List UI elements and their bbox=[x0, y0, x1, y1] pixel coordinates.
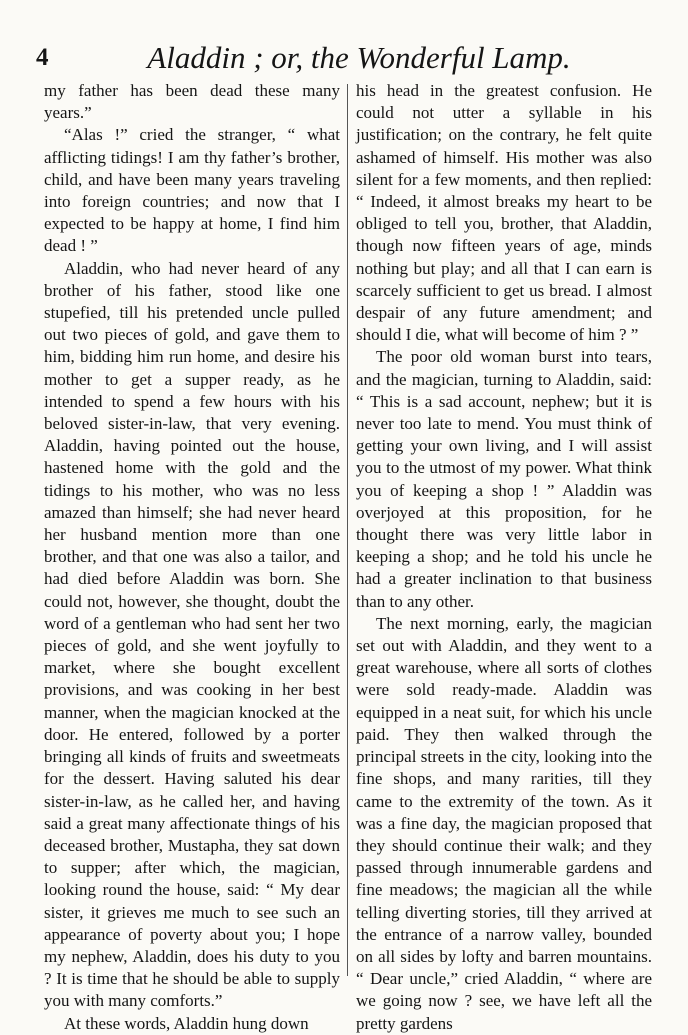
page-header bbox=[0, 40, 688, 84]
paragraph: At these words, Aladdin hung down bbox=[64, 1013, 309, 1033]
paragraph: The next morning, early, the magician set out with Aladdin, and they went to a great warehouse, where all sorts of clothes were sold ready-made. Aladdin was equipped in a neat suit, for which his uncle paid. They then walked through the principal streets in the city, looking into the fine shops, and many rarities, till they came to the extremity of the town. As it was a fine day, the magician proposed that they should continue their walk; and they passed through innumerable gardens and fine meadows; the magician all the while telling diverting stories, till they arrived at the entrance of a narrow valley, bounded on all sides by lofty and barren mountains. “ Dear uncle,” cried Aladdin, “ where are we going now ? see, we have left all the pretty gardens bbox=[356, 613, 652, 1033]
paragraph: Aladdin, who had never heard of any brother of his father, stood like one stupefied, till his pretended uncle pulled out two pieces of gold, and gave them to him, bidding him run home, and desire his mother to get a supper ready, as he intended to spend a few hours with his beloved sister-in-law, that very evening. Aladdin, having pointed out the house, hastened home with the gold and the tidings to his mother, who was no less amazed than himself; she had never heard her husband mention more than one brother, and that one was also a tailor, and had died before Aladdin was born. She could not, however, she thought, doubt the word of a gentleman who had sent her two pieces of gold, and she went joyfully to market, where she bought excellent provisions, and was cooking in her best manner, when the magician knocked at the door. He entered, followed by a porter bringing all kinds of fruits and sweetmeats for the dessert. Having saluted his dear sister-in-law, as he called her, and having said a great many affectionate things of his deceased brother, Mustapha, they sat down to supper; after which, the magician, looking round the house, said: “ My dear sister, it grieves me much to see such an appearance of poverty about you; I hope my nephew, Aladdin, does his duty to you ? It is time that he should be able to supply you with many comforts.” bbox=[44, 258, 340, 1011]
page-number: 4 bbox=[36, 44, 49, 71]
paragraph: my father has been dead these many years.” bbox=[44, 81, 340, 123]
right-column bbox=[356, 80, 652, 1035]
column-divider bbox=[347, 84, 348, 976]
running-title: Aladdin ; or, the Wonderful Lamp. bbox=[147, 40, 571, 75]
left-column bbox=[44, 80, 340, 1035]
paragraph: The poor old woman burst into tears, and the magician, turning to Aladdin, said: “ This is a sad account, nephew; but it is never too late to mend. You must think of getting your own living, and I will assist you to the utmost of my power. What think you of keeping a shop ! ” Aladdin was overjoyed at this proposition, for he thought there was very little labor in keeping a shop; and he told his uncle he had a greater inclination to that business than to any other. bbox=[356, 347, 652, 611]
paragraph: his head in the greatest confusion. He could not utter a syllable in his justification; on the contrary, he felt quite ashamed of himself. His mother was also silent for a few moments, and then replied: “ Indeed, it almost breaks my heart to be obliged to tell you, brother, that Aladdin, though now fifteen years of age, minds nothing but play; and all that I can earn is scarcely sufficient to get us bread. I almost despair of any future amendment; and should I die, what will become of him ? ” bbox=[356, 81, 652, 345]
paragraph: “Alas !” cried the stranger, “ what afflicting tidings! I am thy father’s brother, child, and have been many years traveling into foreign countries; and now that I expected to be happy at home, I find him dead ! ” bbox=[44, 125, 340, 256]
